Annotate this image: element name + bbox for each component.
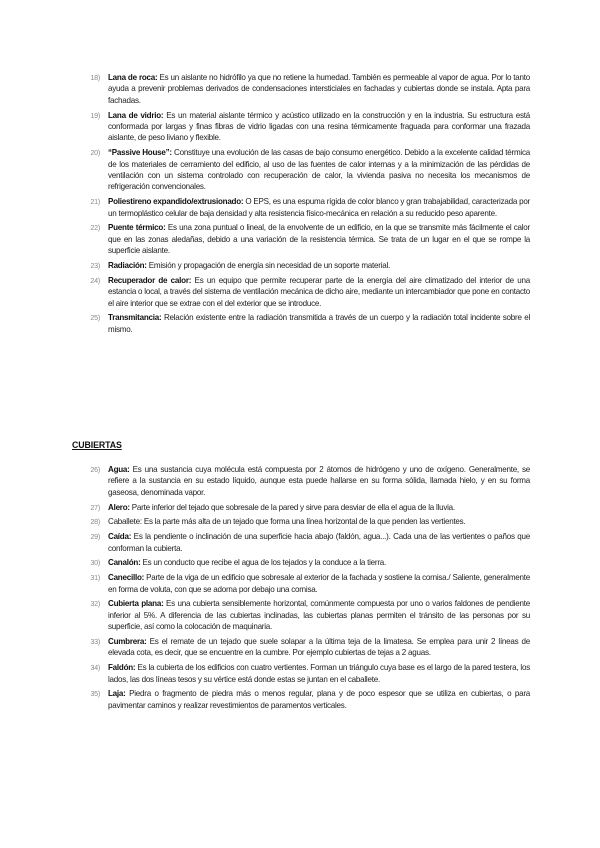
glossary-entry: [84, 557, 530, 568]
glossary-entry: [84, 531, 530, 554]
glossary-list-part2: [84, 464, 530, 715]
entry-term: Poliestireno expandido/extrusionado:: [108, 197, 244, 207]
entry-number: 26): [90, 465, 100, 474]
glossary-entry: [84, 572, 530, 595]
entry-term: Lana de vidrio:: [108, 110, 164, 120]
glossary-entry: [84, 502, 530, 513]
entry-definition: Es una zona puntual o lineal, de la envolvente de un edificio, en la que se transmite más fácilmente el calor que en las zonas aledañas, debido a una variación de la resistencia térmica. Se trata de un lugar en el que se rompe la superficie aislante.: [108, 223, 530, 256]
glossary-entry: [84, 688, 530, 711]
entry-definition: O EPS, es una espuma rígida de color blanco y gran trabajabilidad, caracterizada por un termoplástico celular de baja densidad y alta resistencia físico-mecánica en relación a su reducido peso aparente.: [108, 197, 531, 218]
entry-number: 34): [90, 663, 100, 673]
entry-number: 19): [90, 110, 100, 120]
entry-definition: Es un aislante no hidrófilo ya que no retiene la humedad. También es permeable al vapor de agua. Por lo tanto ayuda a prevenir problemas derivados de condensaciones intersticiales en fachadas y cubiertas donde se instala. Apta para fachadas.: [108, 73, 531, 105]
glossary-entry: [84, 275, 530, 309]
entry-definition: Parte inferior del tejado que sobresale de la pared y sirve para desviar de ella el agua de la lluvia.: [129, 502, 455, 512]
entry-term: Cumbrera:: [108, 637, 147, 647]
entry-number: 27): [90, 502, 100, 512]
glossary-entry: [84, 222, 530, 256]
entry-definition: Es un conducto que recibe el agua de los tejados y la conduce a la tierra.: [140, 558, 386, 568]
entry-number: 31): [90, 573, 100, 583]
entry-number: 23): [90, 261, 100, 271]
entry-number: 33): [90, 637, 100, 647]
entry-term: Agua:: [108, 465, 130, 474]
entry-definition: Caballete: Es la parte más alta de un tejado que forma una línea horizontal de la que penden las vertientes.: [108, 517, 466, 527]
entry-term: Canalón:: [108, 558, 141, 568]
entry-term: Canecillo:: [108, 573, 145, 583]
entry-term: Lana de roca:: [108, 73, 158, 82]
glossary-entry: [84, 636, 530, 659]
glossary-entry: [84, 110, 530, 144]
entry-term: Laja:: [108, 689, 126, 699]
entry-term: Recuperador de calor:: [108, 275, 192, 285]
entry-definition: Piedra o fragmento de piedra más o menos regular, plana y de poco espesor que se utiliza en cubiertas, o para pavimentar caminos y realizar revestimientos de paramentos verticales.: [108, 689, 530, 710]
entry-term: Transmitancia:: [108, 313, 162, 323]
entry-number: 28): [90, 517, 100, 527]
entry-definition: Es un equipo que permite recuperar parte de la energía del aire climatizado del interior de una estancia o local, a través del sistema de ventilación mecánica de dicho aire, mediante un intercambiador que pone en contacto el aire interior que se extrae con el del exterior que se introduce.: [108, 275, 531, 308]
entry-definition: Es la cubierta de los edificios con cuatro vertientes. Forman un triángulo cuya base es el largo de la pared testera, los lados, las dos líneas tesos y su vértice está donde estas se juntan en el caballete.: [108, 663, 530, 684]
entry-definition: Es la pendiente o inclinación de una superficie hacia abajo (faldón, agua...). Cada una de las vertientes o paños que conforman la cubierta.: [108, 532, 530, 553]
entry-number: 25): [90, 313, 100, 323]
entry-number: 18): [90, 73, 100, 82]
glossary-entry: [84, 312, 530, 335]
glossary-entry: [84, 147, 530, 193]
entry-number: 32): [90, 599, 100, 609]
entry-number: 24): [90, 275, 100, 285]
glossary-entry: [84, 72, 530, 106]
entry-number: 29): [90, 532, 100, 542]
entry-number: 30): [90, 558, 100, 568]
entry-number: 20): [90, 148, 100, 158]
entry-definition: Es una cubierta sensiblemente horizontal, comúnmente compuesta por uno o varios faldones de pendiente inferior al 5%. A diferencia de las cubiertas inclinadas, las cubiertas planas permiten el tránsito de las personas por su superficie, así como la colocación de maquinaria.: [108, 599, 530, 632]
glossary-entry: [84, 196, 530, 219]
glossary-entry: [84, 516, 530, 527]
entry-definition: Parte de la viga de un edificio que sobresale al exterior de la fachada y sostiene la cornisa./ Saliente, generalmente en forma de voluta, con que se adorna por debajo una cornisa.: [108, 573, 530, 594]
entry-definition: Es el remate de un tejado que suele solapar a la última teja de la limatesa. Se emplea para unir 2 líneas de elevada cota, es decir, que se encuentre en la cumbre. Por ejemplo cubiertas de tejas a 2 aguas.: [108, 637, 530, 658]
glossary-entry: [84, 662, 530, 685]
entry-definition: Relación existente entre la radiación transmitida a través de un cuerpo y la radiación total incidente sobre el mismo.: [108, 313, 530, 334]
glossary-entry: [84, 598, 530, 632]
entry-definition: Constituye una evolución de las casas de bajo consumo energético. Debido a la excelente calidad térmica de los materiales de cerramiento del edificio, al uso de las fuentes de calor internas y a la minimización de las pérdidas de ventilación con un sistema controlado con recuperación de calor, la vivienda pasiva no necesita los mecanismos de refrigeración convencionales.: [108, 148, 530, 192]
entry-number: 35): [90, 689, 100, 699]
entry-definition: Es una sustancia cuya molécula está compuesta por 2 átomos de hidrógeno y uno de oxígeno. Generalmente, se refiere a la sustancia en su estado líquido, aunque esta puede hallarse en su forma sólida, llamada hielo, y en su forma gaseosa, denominada vapor.: [108, 465, 530, 497]
glossary-entry: [84, 260, 530, 271]
entry-term: Alero:: [108, 502, 130, 512]
entry-term: “Passive House”:: [108, 148, 172, 158]
entry-number: 21): [90, 197, 100, 207]
glossary-entry: [84, 464, 530, 498]
entry-definition: Emisión y propagación de energía sin necesidad de un soporte material.: [146, 261, 391, 271]
entry-number: 22): [90, 223, 100, 233]
entry-term: Cubierta plana:: [108, 599, 164, 609]
entry-term: Faldón:: [108, 663, 136, 673]
section-title-cubiertas: CUBIERTAS: [72, 440, 122, 450]
entry-term: Caída:: [108, 532, 132, 542]
glossary-list-part1: [84, 72, 530, 339]
entry-term: Puente térmico:: [108, 223, 166, 233]
entry-definition: Es un material aislante térmico y acústico utilizado en la construcción y en la industria. Su estructura está conformada por largas y finas fibras de vidrio ligadas con una resina térmicamente fraguada para conformar una frazada aislante, de peso liviano y flexible.: [108, 110, 530, 143]
entry-term: Radiación:: [108, 261, 147, 271]
